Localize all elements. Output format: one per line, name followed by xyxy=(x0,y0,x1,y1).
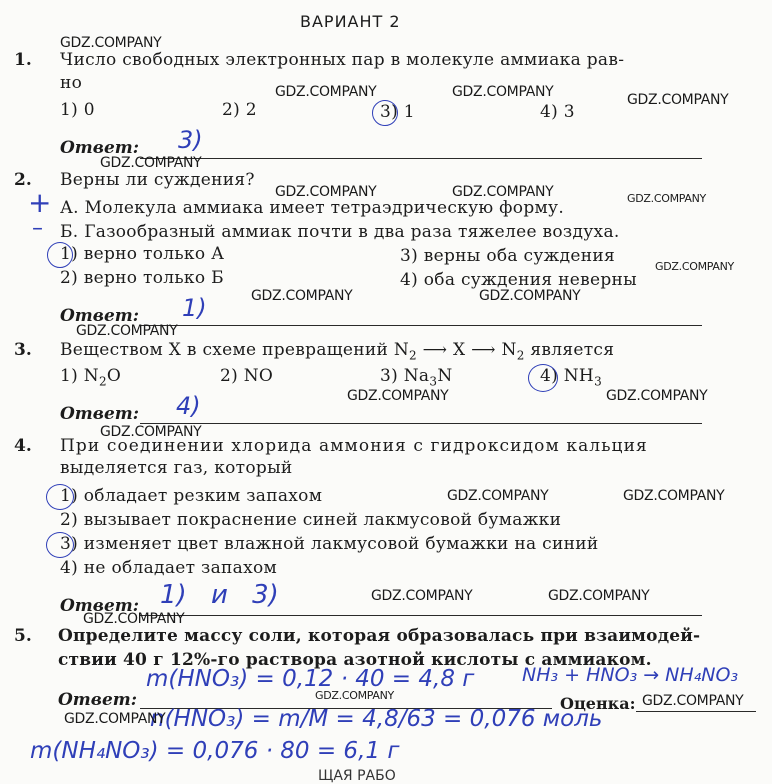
q5-answer-label: Ответ: xyxy=(58,690,138,710)
question-3-text: Веществом X в схеме превращений $N_2$ ⟶ X ⟶ $N_2$ является xyxy=(60,340,615,363)
watermark: GDZ.COMPANY xyxy=(100,424,202,440)
q2-option-1: 1) верно только А xyxy=(60,244,225,264)
question-2-text: Верны ли суждения? xyxy=(60,170,255,190)
watermark: GDZ.COMPANY xyxy=(371,588,473,604)
watermark: GDZ.COMPANY xyxy=(627,92,729,108)
watermark: GDZ.COMPANY xyxy=(452,84,554,100)
grade-line xyxy=(636,711,756,712)
question-1-text-cont: но xyxy=(60,73,83,93)
q2-handwritten-answer: 1) xyxy=(182,294,207,322)
q2-answer-label: Ответ: xyxy=(60,306,140,326)
watermark: GDZ.COMPANY xyxy=(347,388,449,404)
watermark: GDZ.COMPANY xyxy=(251,288,353,304)
watermark: GDZ.COMPANY xyxy=(655,260,734,273)
watermark: GDZ.COMPANY xyxy=(623,488,725,504)
question-5-text: Определите массу соли, которая образовалась при взаимодей- xyxy=(58,626,701,646)
q4-answer-line xyxy=(140,615,702,616)
answer-circle xyxy=(528,364,558,392)
answer-circle xyxy=(372,100,398,126)
watermark: GDZ.COMPANY xyxy=(548,588,650,604)
q3-option-2: 2) NO xyxy=(220,366,274,386)
q3-option-3: 3) $Na_3N$ xyxy=(380,366,453,389)
q4-option-3: 3) изменяет цвет влажной лакмусовой бумажки на синий xyxy=(60,534,599,554)
footer-cut-text: ЩАЯ РАБО xyxy=(318,768,396,784)
question-4-number: 4. xyxy=(14,436,32,456)
question-4-text: При соединении хлорида аммония с гидроксидом кальция xyxy=(60,436,648,456)
statement-b: Б. Газообразный аммиак почти в два раза тяжелее воздуха. xyxy=(60,222,620,242)
q3-answer-line xyxy=(140,423,702,424)
q2-option-4: 4) оба суждения неверны xyxy=(400,270,638,290)
watermark: GDZ.COMPANY xyxy=(452,184,554,200)
q5-reaction-equation: NH₃ + HNO₃ → NH₄NO₃ xyxy=(522,664,739,686)
answer-circle xyxy=(46,484,74,510)
q3-option-4: 4) $NH_3$ xyxy=(540,366,602,389)
q5-calculation-moles: n(HNO₃) = m/M = 4,8/63 = 0,076 моль xyxy=(150,706,603,732)
q1-option-3: 3) 1 xyxy=(380,102,415,122)
q5-calculation-salt-mass: m(NH₄NO₃) = 0,076 · 80 = 6,1 г xyxy=(30,738,400,764)
q1-answer-label: Ответ: xyxy=(60,138,140,158)
q3-answer-label: Ответ: xyxy=(60,404,140,424)
watermark: GDZ.COMPANY xyxy=(642,693,744,709)
watermark: GDZ.COMPANY xyxy=(606,388,708,404)
q4-option-2: 2) вызывает покраснение синей лакмусовой бумажки xyxy=(60,510,562,530)
watermark: GDZ.COMPANY xyxy=(60,35,162,51)
q2-answer-line xyxy=(140,325,702,326)
page-title: ВАРИАНТ 2 xyxy=(300,12,401,31)
q3-option-1: 1) $N_2O$ xyxy=(60,366,122,389)
plus-mark: + xyxy=(28,186,52,219)
q1-handwritten-answer: 3) xyxy=(178,126,203,154)
q3-handwritten-answer: 4) xyxy=(176,392,201,420)
watermark: GDZ.COMPANY xyxy=(447,488,549,504)
watermark: GDZ.COMPANY xyxy=(275,84,377,100)
minus-mark: – xyxy=(32,216,43,241)
q5-calculation-mass: m(HNO₃) = 0,12 · 40 = 4,8 г xyxy=(146,666,475,692)
grade-label: Оценка: xyxy=(560,694,636,713)
q2-option-3: 3) верны оба суждения xyxy=(400,246,616,266)
watermark: GDZ.COMPANY xyxy=(100,155,202,171)
watermark: GDZ.COMPANY xyxy=(315,689,394,702)
q4-option-1: 1) обладает резким запахом xyxy=(60,486,323,506)
question-1-number: 1. xyxy=(14,50,32,70)
statement-a: А. Молекула аммиака имеет тетраэдрическую форму. xyxy=(60,198,565,218)
watermark: GDZ.COMPANY xyxy=(76,323,178,339)
q1-option-1: 1) 0 xyxy=(60,100,95,120)
q2-option-2: 2) верно только Б xyxy=(60,268,224,288)
question-5-number: 5. xyxy=(14,626,32,646)
question-1-text: Число свободных электронных пар в молекуле аммиака рав- xyxy=(60,50,625,70)
question-3-number: 3. xyxy=(14,340,32,360)
q4-handwritten-answer: 1) и 3) xyxy=(160,580,279,610)
watermark: GDZ.COMPANY xyxy=(64,711,166,727)
answer-circle xyxy=(46,532,74,558)
question-2-number: 2. xyxy=(14,170,32,190)
answer-circle xyxy=(47,242,73,268)
q4-option-4: 4) не обладает запахом xyxy=(60,558,278,578)
q4-answer-label: Ответ: xyxy=(60,596,140,616)
watermark: GDZ.COMPANY xyxy=(83,611,185,627)
watermark: GDZ.COMPANY xyxy=(627,192,706,205)
q1-option-4: 4) 3 xyxy=(540,102,575,122)
watermark: GDZ.COMPANY xyxy=(479,288,581,304)
q1-option-2: 2) 2 xyxy=(222,100,257,120)
question-5-text-cont: ствии 40 г 12%-го раствора азотной кислоты с аммиаком. xyxy=(58,650,652,670)
q1-answer-line xyxy=(140,158,702,159)
question-4-text-cont: выделяется газ, который xyxy=(60,458,293,478)
watermark: GDZ.COMPANY xyxy=(275,184,377,200)
